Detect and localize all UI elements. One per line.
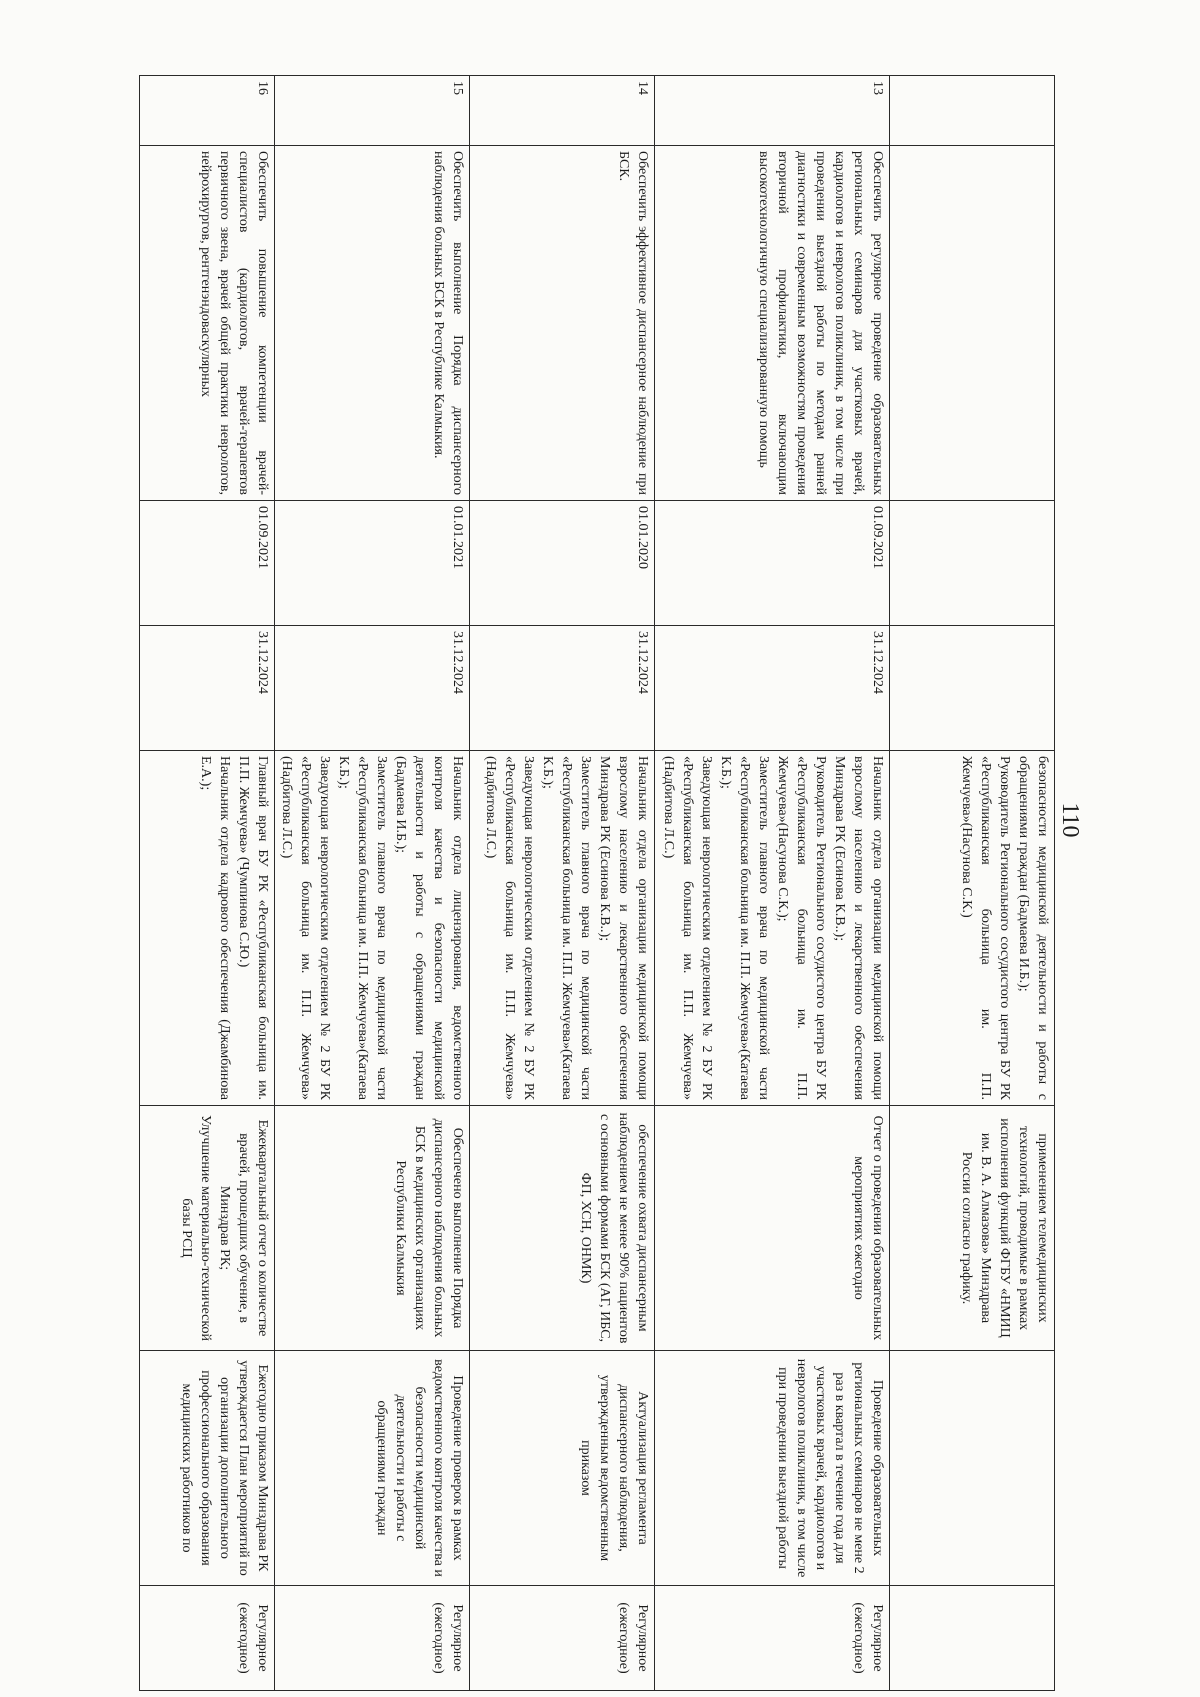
cell-periodicity: Регулярное (ежегодное) [275, 1586, 470, 1691]
cell-end: 31.12.2024 [140, 626, 275, 751]
cell-indicator [890, 1351, 1055, 1586]
responsible-text: Начальник отдела организации медицинской помощи взрослому населению и лекарственного обеспечения Минздрава РК (Есинова К.В..); Руководитель Регионального сосудистого центра БУ РК «Республиканская больница им. П.П. Жемчуева»(Насунова С.К.); Заместитель главного врача по медицинской части «Республиканская больница им. П.П. Жемчуева»(Катаева К.Б.); Заведующая неврологическим отделением № 2 БУ РК «Республиканская больница им. П.П. Жемчуева» (Надбитова Л.С.) [661, 756, 885, 1100]
cell-end: 31.12.2024 [655, 626, 890, 751]
cell-num: 16 [140, 76, 275, 146]
cell-indicator: Актуализация регламента диспансерного наблюдения, утвержденным ведомственным приказом [470, 1351, 655, 1586]
cell-start: 01.09.2021 [655, 501, 890, 626]
cell-task [890, 146, 1055, 501]
responsible-text: Начальник отдела лицензирования, ведомственного контроля качества и безопасности медицинской деятельности и работы с обращениями граждан (Бадмаева И.Б.); Заместитель главного врача по медицинской части «Республиканская больница им. П.П. Жемчуева»(Катаева К.Б.); Заведующая неврологическим отделением № 2 БУ РК «Республиканская больница им. П.П. Жемчуева» (Надбитова Л.С.) [279, 756, 465, 1100]
result-text: Ежеквартальный отчет о количестве врачей, прошедших обучение, в Минздрав РК; Улучшение материально-технической базы РСЦ [179, 1115, 270, 1341]
rotated-page-content [140, 75, 1055, 1690]
cell-responsible [655, 751, 890, 1106]
cell-periodicity: Регулярное (ежегодное) [655, 1586, 890, 1691]
cell-start: 01.01.2021 [275, 501, 470, 626]
cell-result [140, 1106, 275, 1351]
cell-end: 31.12.2024 [470, 626, 655, 751]
cell-task: Обеспечить регулярное проведение образовательных региональных семинаров для участковых врачей, кардиологов и неврологов поликлиник, в том числе при проведении выездной работы по методам ранней диагностики и современным возможностям проведения вторичной профилактики, включающим высокотехнологичную специализированную помощь [655, 146, 890, 501]
cell-result: Обеспечено выполнение Порядка диспансерного наблюдения больных БСК в медицинских организациях Республики Калмыкия [275, 1106, 470, 1351]
cell-responsible [140, 751, 275, 1106]
activities-table [139, 75, 1055, 1691]
cell-task: Обеспечить выполнение Порядка диспансерного наблюдения больных БСК в Республике Калмыкия. [275, 146, 470, 501]
table-row [655, 76, 890, 1691]
cell-responsible [275, 751, 470, 1106]
responsible-text: Начальник отдела организации медицинской помощи взрослому населению и лекарственного обеспечения Минздрава РК (Есинова К.В..); Заместитель главного врача по медицинской части «Республиканская больница им. П.П. Жемчуева»(Катаева К.Б.); Заведующая неврологическим отделением № 2 БУ РК «Республиканская больница им. П.П. Жемчуева» (Надбитова Л.С.) [483, 756, 650, 1100]
responsible-text: безопасности медицинской деятельности и работы с обращениями граждан (Бадмаева И.Б.); Руководитель Регионального сосудистого центра БУ РК «Республиканская больница им. П.П. Жемчуева»(Насунова С.К.) [959, 756, 1050, 1100]
table-row [140, 76, 275, 1691]
cell-periodicity: Регулярное (ежегодное) [140, 1586, 275, 1691]
cell-periodicity: Регулярное (ежегодное) [470, 1586, 655, 1691]
table-row [275, 76, 470, 1691]
cell-indicator: Проведение проверок в рамках ведомственного контроля качества и безопасности медицинской деятельности и работы с обращениями граждан [275, 1351, 470, 1586]
result-text: применением телемедицинских технологий, проводимые в рамках исполнения функций ФГБУ «НМИЦ им. В. А. Алмазова» Минздрава России согласно графику. [959, 1118, 1050, 1338]
cell-start: 01.01.2020 [470, 501, 655, 626]
cell-result [890, 1106, 1055, 1351]
cell-num: 15 [275, 76, 470, 146]
cell-task: Обеспечить повышение компетенции врачей-специалистов (кардиологов, врачей-терапевтов первичного звена, врачей общей практики неврологов, нейрохирургов, рентгенэндоваскулярных [140, 146, 275, 501]
table-row-continuation [890, 76, 1055, 1691]
cell-start: 01.09.2021 [140, 501, 275, 626]
responsible-text: Главный врач БУ РК «Республиканская больница им. П.П. Жемчуева» (Чумпинова С.Ю.) Начальник отдела кадрового обеспечения (Джамбинова Е.А.); [198, 756, 270, 1100]
cell-num: 14 [470, 76, 655, 146]
cell-indicator: Проведение образовательных региональных семинаров не мене 2 раз в квартал в течение года для участковых врачей, кардиологов и неврологов поликлиник, в том числе при проведении выездной работы [655, 1351, 890, 1586]
cell-task: Обеспечить эффективное диспансерное наблюдение при БСК. [470, 146, 655, 501]
cell-start [890, 501, 1055, 626]
page-number: 110 [1057, 802, 1083, 838]
table-row [470, 76, 655, 1691]
cell-end: 31.12.2024 [275, 626, 470, 751]
cell-result: обеспечение охвата диспансерным наблюдением не менее 90% пациентов с основными формами БСК (АГ, ИБС, ФП, ХСН, ОНМК) [470, 1106, 655, 1351]
cell-responsible [470, 751, 655, 1106]
cell-periodicity [890, 1586, 1055, 1691]
cell-num [890, 76, 1055, 146]
cell-num: 13 [655, 76, 890, 146]
cell-end [890, 626, 1055, 751]
cell-responsible [890, 751, 1055, 1106]
cell-indicator: Ежегодно приказом Минздрава РК утверждается План мероприятий по организации дополнительного профессионального образования медицинских работников по [140, 1351, 275, 1586]
cell-result: Отчет о проведении образовательных мероприятиях ежегодно [655, 1106, 890, 1351]
